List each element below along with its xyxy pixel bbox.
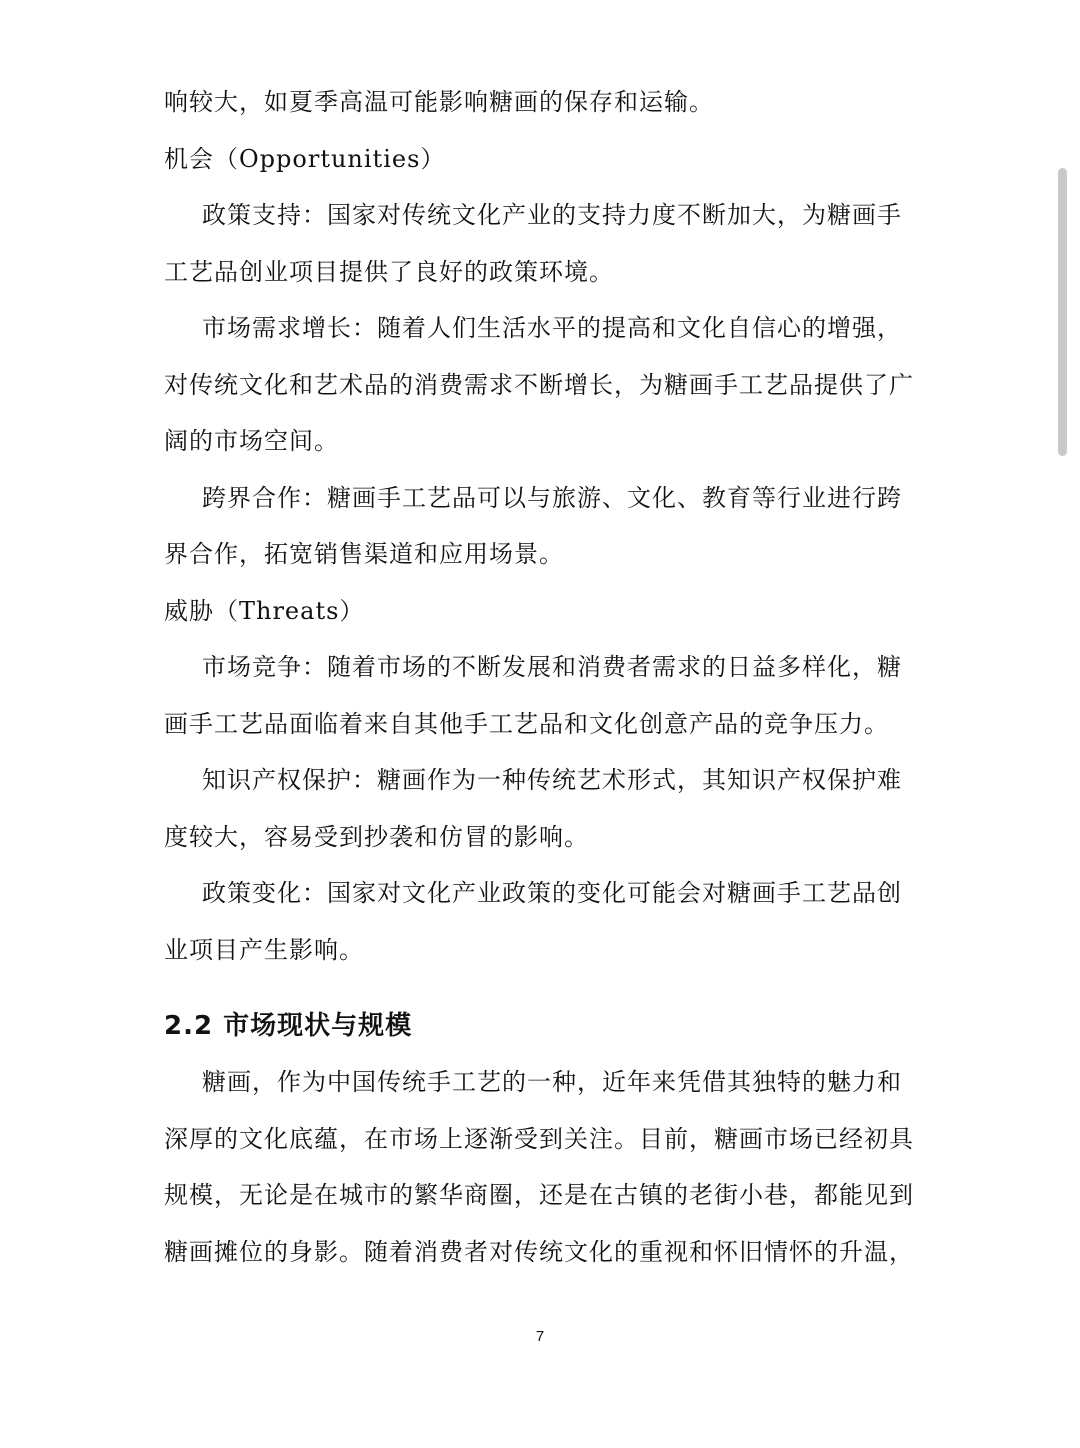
text-line: 糖画摊位的身影。随着消费者对传统文化的重视和怀旧情怀的升温， (164, 1238, 914, 1266)
text-line: 画手工艺品面临着来自其他手工艺品和文化创意产品的竞争压力。 (164, 710, 889, 738)
section-label-opportunities: 机会（Opportunities） (164, 145, 446, 173)
text-line: 界合作，拓宽销售渠道和应用场景。 (164, 540, 564, 568)
text-line: 市场需求增长：随着人们生活水平的提高和文化自信心的增强， (202, 314, 902, 342)
scrollbar-thumb[interactable] (1058, 168, 1067, 456)
text-line: 政策变化：国家对文化产业政策的变化可能会对糖画手工艺品创 (202, 879, 902, 907)
text-line: 业项目产生影响。 (164, 936, 364, 964)
section-label-threats: 威胁（Threats） (164, 597, 365, 625)
text-line: 工艺品创业项目提供了良好的政策环境。 (164, 258, 614, 286)
text-line: 深厚的文化底蕴，在市场上逐渐受到关注。目前，糖画市场已经初具 (164, 1125, 914, 1153)
text-line: 跨界合作：糖画手工艺品可以与旅游、文化、教育等行业进行跨 (202, 484, 902, 512)
text-line: 响较大，如夏季高温可能影响糖画的保存和运输。 (164, 88, 714, 116)
text-line: 规模，无论是在城市的繁华商圈，还是在古镇的老街小巷，都能见到 (164, 1181, 914, 1209)
text-line: 政策支持：国家对传统文化产业的支持力度不断加大，为糖画手 (202, 201, 902, 229)
text-line: 度较大，容易受到抄袭和仿冒的影响。 (164, 823, 589, 851)
text-line: 糖画，作为中国传统手工艺的一种，近年来凭借其独特的魅力和 (202, 1068, 902, 1096)
section-heading: 2.2 市场现状与规模 (164, 1011, 413, 1041)
text-line: 对传统文化和艺术品的消费需求不断增长，为糖画手工艺品提供了广 (164, 371, 914, 399)
page-number: 7 (535, 1328, 545, 1345)
text-line: 知识产权保护：糖画作为一种传统艺术形式，其知识产权保护难 (202, 766, 902, 794)
text-line: 市场竞争：随着市场的不断发展和消费者需求的日益多样化，糖 (202, 653, 902, 681)
text-line: 阔的市场空间。 (164, 427, 339, 455)
